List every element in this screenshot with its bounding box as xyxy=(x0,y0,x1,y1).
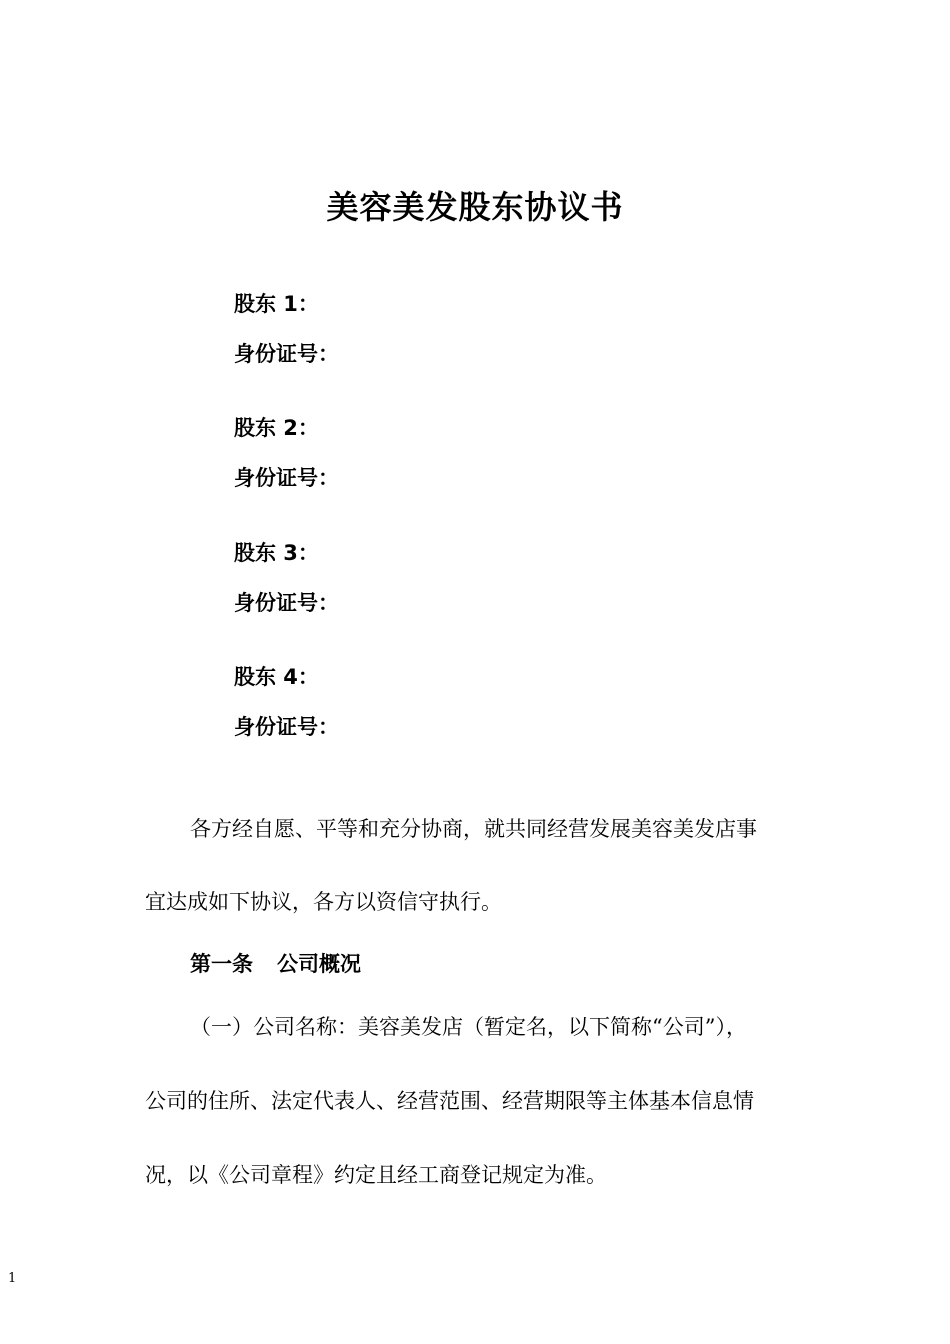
shareholder-2-id-label: 身份证号： xyxy=(234,466,339,490)
clause-1-line-2: 公司的住所、法定代表人、经营范围、经营期限等主体基本信息情 xyxy=(145,1089,754,1113)
intro-paragraph-line-2: 宜达成如下协议，各方以资信守执行。 xyxy=(145,890,502,914)
page-number: 1 xyxy=(8,1271,17,1286)
article-1-number: 第一条 xyxy=(190,952,253,976)
shareholder-2-label: 股东 2： xyxy=(234,416,319,440)
shareholder-4-label: 股东 4： xyxy=(234,665,319,689)
shareholder-3-id-label: 身份证号： xyxy=(234,591,339,615)
shareholder-4-id-label: 身份证号： xyxy=(234,715,339,739)
clause-1-line-1: （一）公司名称：美容美发店（暂定名，以下简称“公司”）， xyxy=(190,1015,747,1039)
intro-paragraph-line-1: 各方经自愿、平等和充分协商，就共同经营发展美容美发店事 xyxy=(190,817,757,841)
clause-1-line-3: 况，以《公司章程》约定且经工商登记规定为准。 xyxy=(145,1163,607,1187)
article-1-title: 公司概况 xyxy=(277,952,361,976)
shareholder-1-id-label: 身份证号： xyxy=(234,342,339,366)
shareholder-1-label: 股东 1： xyxy=(234,292,319,316)
article-1-heading xyxy=(190,949,361,979)
shareholder-3-label: 股东 3： xyxy=(234,541,319,565)
document-title: 美容美发股东协议书 xyxy=(326,188,624,226)
